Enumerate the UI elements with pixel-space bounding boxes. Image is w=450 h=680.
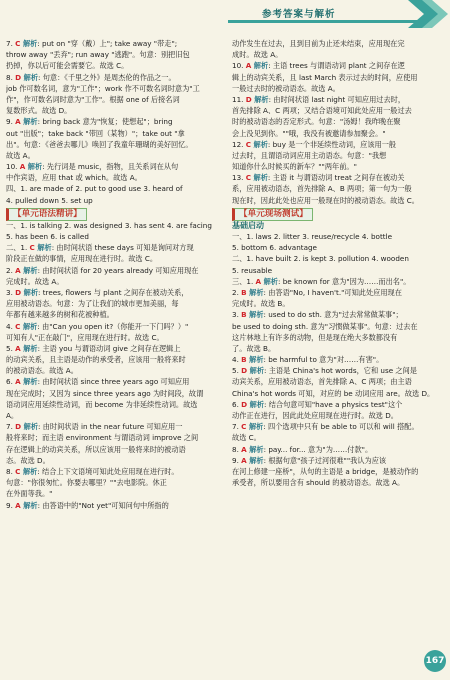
answer-line: 成时。故选 A。	[232, 50, 283, 60]
answer-line: 2. A 解析: 由时间状语 for 20 years already 可知应用现在	[6, 265, 199, 275]
answer-line: 动宾关系，应用被动语态，首先排除 A、C 两项；由主语	[232, 377, 412, 387]
answer-line: 可知有人"正在敲门"，应用现在进行时。故选 C。	[6, 332, 164, 342]
answer-line: 二、1. C 解析: 由时间状语 these days 可知是询问对方现	[6, 243, 194, 253]
answer-line: 4. pulled down 5. set up	[6, 195, 93, 205]
answer-line: 一、1. laws 2. litter 3. reuse/recycle 4. bottle	[232, 232, 393, 241]
sub-heading: 基础启动	[232, 220, 264, 230]
answer-line: 承受者，所以要用含有 should 的被动语态。故选 A。	[232, 478, 405, 488]
answer-line: 8. C 解析: 结合上下文语境可知此处应用现在进行时。	[6, 466, 179, 476]
answer-line: 完成时。故选 A。	[6, 276, 64, 286]
answer-line: 一般过去时的被动语态。故选 A。	[232, 83, 340, 93]
answer-line: 时的被动语态的否定形式。句意："汤姆！我昨晚在聚	[232, 117, 401, 127]
answer-line: 5. D 解析: 主语是 China's hot words，它和 use 之间是	[232, 366, 417, 376]
answer-line: 的被动语态。故选 A。	[6, 366, 78, 376]
answer-line: 9. A 解析: bring back 意为"恢复；使想起"；bring	[6, 117, 173, 127]
answer-line: 在外面等我。"	[6, 489, 53, 499]
answer-line: 8. D 解析: 句意：《千里之外》是周杰伦的作品之一。	[6, 72, 176, 82]
answer-line: be used to doing sth. 意为"习惯做某事"。句意：过去在	[232, 321, 418, 331]
answer-line: 会上没见到你。""哦，我没有被邀请参加聚会。"	[232, 128, 386, 138]
header-bar	[228, 20, 428, 23]
answer-line: 四、1. are made of 2. put to good use 3. heard of	[6, 184, 183, 194]
answer-line: 10. A 解析: 主语 trees 与谓语动词 plant 之间存在逻	[232, 61, 405, 71]
answer-line: 5. A 解析: 主语 you 与谓语动词 give 之间存在逻辑上	[6, 343, 181, 353]
answer-line: 存在逻辑上的动宾关系，所以应该用一般将来时的被动语	[6, 444, 186, 454]
answer-line: throw away "丢弃"; run away "逃跑"。句意：别把旧包	[6, 50, 190, 60]
answer-line: 扔掉，你以后可能会需要它。故选 C。	[6, 61, 129, 71]
answer-line: 辑上的动宾关系，且 last March 表示过去的时间，应使用	[232, 72, 418, 82]
page-header	[0, 0, 450, 28]
answer-line: 般将来时；而主语 environment 与谓语动词 improve 之间	[6, 433, 199, 443]
answer-line: 现在完成时；又因为 since three years ago 为时间段，故谓	[6, 388, 204, 398]
answer-line: 知道你什么时候买的新车？""两年前。"	[232, 162, 357, 172]
answer-line: China's hot words 可知，对应的 be 动词应用 are。故选 D。	[232, 388, 435, 398]
answer-line: 3. B 解析: used to do sth. 意为"过去常常做某事"；	[232, 310, 403, 320]
answer-line: 9. A 解析: 根据句意"孩子过河很难""我认为应该	[232, 455, 387, 465]
answer-line: 作"，作可数名词时意为"工作"。根据 one of 后接名词	[6, 94, 180, 104]
answer-line: 语动词应用延续性动词，而 become 为非延续性动词。故选	[6, 399, 198, 409]
answer-line: 11. D 解析: 由时间状语 last night 可知应用过去时，	[232, 94, 406, 104]
answer-line: 10. A 解析: 先行词是 music，指物，且关系词在从句	[6, 162, 179, 172]
section-heading: 【单元现场测试】	[232, 208, 313, 221]
answer-line: 故选 A。	[6, 150, 35, 160]
answer-line: A。	[6, 411, 19, 420]
answer-line: 这片林地上有许多的动物，但是现在绝大多数都没有	[232, 332, 398, 342]
answer-line: 7. C 解析: 四个选项中只有 be able to 可以和 will 搭配。	[232, 422, 419, 432]
answer-line: 复数形式。故选 D。	[6, 106, 72, 116]
answer-line: 故选 C。	[232, 433, 261, 443]
section-heading: 【单元语法精讲】	[6, 208, 87, 221]
answer-line: 6. A 解析: 由时间状语 since three years ago 可知应用	[6, 377, 190, 387]
answer-line: 在河上修建一座桥"，从句的主语是 a bridge，是被动作的	[232, 466, 419, 476]
header-title: 参考答案与解析	[262, 9, 336, 20]
answer-line: 一、1. is talking 2. was designed 3. has sent 4. are facing	[6, 220, 212, 230]
answer-line: 二、1. have built 2. is kept 3. pollution 4. wooden	[232, 254, 409, 264]
answer-line: 8. A 解析: pay... for... 意为"为……付款"。	[232, 444, 373, 454]
answer-line: 4. B 解析: be harmful to 意为"对……有害"。	[232, 355, 384, 365]
answer-line: 动作发生在过去，且到目前为止还未结束，应用现在完	[232, 39, 405, 48]
answer-line: 7. C 解析: put on "穿（戴）上"; take away "带走";	[6, 39, 178, 48]
answer-line: 过去时，且谓语动词应用主动语态。句意："我想	[232, 150, 387, 160]
answer-line: 5. bottom 6. advantage	[232, 243, 317, 253]
answer-line: 动作正在进行，因此此处应用现在进行时。故选 D。	[232, 411, 398, 420]
chevron-decoration-icon	[408, 0, 450, 28]
answer-line: 完成时。故选 B。	[232, 299, 290, 309]
answer-line: 13. C 解析: 主语 it 与谓语动词 treat 之间存在被动关	[232, 173, 405, 183]
answer-line: 首先排除 A、C 两项；又结合语境可知此处应用一般过去	[232, 106, 412, 116]
answer-line: 了。故选 B。	[232, 343, 276, 353]
answer-line: 3. D 解析: trees, flowers 与 plant 之间存在被动关系，	[6, 287, 189, 297]
answer-line: 年都有越来越多的树和花被种植。	[6, 310, 114, 320]
answer-line: 阶段正在做的事情，应用现在进行时。故选 C。	[6, 254, 158, 264]
answer-line: 现在时，因此此处也应用一般现在时的被动语态。故选 C。	[232, 195, 419, 205]
answer-line: out "出版"；take back "带回（某物）"；take out "拿	[6, 128, 185, 138]
left-column	[6, 38, 218, 511]
answer-line: 出"。句意：《爸爸去哪儿》唤回了我童年珊瑚的美好回忆。	[6, 139, 193, 149]
answer-line: 4. C 解析: 由"Can you open it?（你能开一下门吗？）"	[6, 321, 189, 331]
answer-line: 5. has been 6. is called	[6, 232, 89, 241]
answer-line: 2. B 解析: 由答语"No, I haven't."可知此处应用现在	[232, 287, 402, 297]
answer-line: 12. C 解析: buy 是一个非延续性动词，应该用一般	[232, 139, 397, 149]
answer-line: 系，应用被动语态，首先排除 A、B 两项；第一句为一般	[232, 184, 412, 194]
answer-line: 三、1. A 解析: be known for 意为"因为……而出名"。	[232, 276, 411, 286]
answer-line: 5. reusable	[232, 265, 273, 275]
answer-line: 7. D 解析: 由时间状语 in the near future 可知应用一	[6, 422, 183, 432]
right-column	[232, 38, 444, 488]
answer-line: 句意："你很匆忙。你要去哪里？""去电影院。休正	[6, 478, 167, 488]
answer-line: 9. A 解析: 由答语中的"Not yet"可知问句中所指的	[6, 500, 169, 510]
page-number-badge: 167	[424, 650, 446, 672]
answer-line: 中作宾语，应用 that 或 which。故选 A。	[6, 173, 142, 183]
answer-line: 态。故选 D。	[6, 455, 50, 465]
answer-line: job 作可数名词，意为"工作"；work 作不可数名词时意为"工	[6, 83, 200, 93]
answer-line: 6. D 解析: 结合句意可知"have a physics test"这个	[232, 399, 403, 409]
answer-line: 应用被动语态。句意：为了让我们的城市更加美丽，每	[6, 299, 179, 309]
answer-line: 的动宾关系，且主语是动作的承受者，应该用一般将来时	[6, 355, 186, 365]
